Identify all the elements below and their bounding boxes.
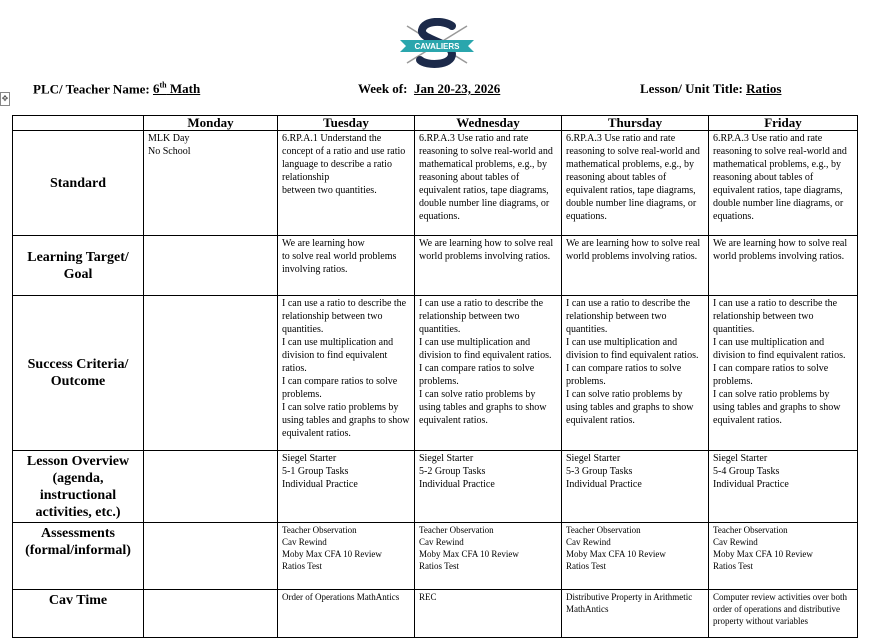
corner-cell bbox=[13, 116, 144, 131]
cell-wednesday[interactable]: Teacher Observation Cav Rewind Moby Max CFA 10 Review Ratios Test bbox=[415, 523, 562, 590]
cell-thursday[interactable]: 6.RP.A.3 Use ratio and rate reasoning to solve real-world and mathematical problems, e.g., by reasoning about tables of equivalent ratios, tape diagrams, double number line diagrams, or equations. bbox=[562, 131, 709, 236]
cell-monday[interactable] bbox=[144, 236, 278, 296]
row-label: Lesson Overview (agenda, instructional activities, etc.) bbox=[13, 451, 144, 523]
cell-thursday[interactable]: Teacher Observation Cav Rewind Moby Max CFA 10 Review Ratios Test bbox=[562, 523, 709, 590]
cell-tuesday[interactable]: I can use a ratio to describe the relationship between two quantities. I can use multiplication and division to find equivalent ratios. I can compare ratios to solve problems. I can solve ratio problems by using tables and graphs to show equivalent ratios. bbox=[278, 296, 415, 451]
cell-wednesday[interactable]: Siegel Starter 5-2 Group Tasks Individual Practice bbox=[415, 451, 562, 523]
cell-wednesday[interactable]: REC bbox=[415, 590, 562, 638]
day-header-tuesday: Tuesday bbox=[278, 116, 415, 131]
cell-tuesday[interactable]: Teacher Observation Cav Rewind Moby Max CFA 10 Review Ratios Test bbox=[278, 523, 415, 590]
cell-wednesday[interactable]: We are learning how to solve real world problems involving ratios. bbox=[415, 236, 562, 296]
unit-label: Lesson/ Unit Title: bbox=[640, 81, 743, 96]
cell-wednesday[interactable]: I can use a ratio to describe the relationship between two quantities. I can use multiplication and division to find equivalent ratios. I can compare ratios to solve problems. I can solve ratio problems by using tables and graphs to show equivalent ratios. bbox=[415, 296, 562, 451]
day-header-wednesday: Wednesday bbox=[415, 116, 562, 131]
week-of bbox=[358, 81, 500, 97]
table-row bbox=[13, 590, 858, 638]
cell-friday[interactable]: I can use a ratio to describe the relationship between two quantities. I can use multiplication and division to find equivalent ratios. I can compare ratios to solve problems. I can solve ratio problems by using tables and graphs to show equivalent ratios. bbox=[709, 296, 858, 451]
table-move-handle-icon[interactable]: ✥ bbox=[0, 92, 10, 106]
cell-friday[interactable]: 6.RP.A.3 Use ratio and rate reasoning to solve real-world and mathematical problems, e.g., by reasoning about tables of equivalent ratios, tape diagrams, double number line diagrams, or equations. bbox=[709, 131, 858, 236]
day-header-row bbox=[13, 116, 858, 131]
cell-monday[interactable] bbox=[144, 296, 278, 451]
cell-thursday[interactable]: I can use a ratio to describe the relationship between two quantities. I can use multiplication and division to find equivalent ratios. I can compare ratios to solve problems. I can solve ratio problems by using tables and graphs to show equivalent ratios. bbox=[562, 296, 709, 451]
cell-tuesday[interactable]: Order of Operations MathAntics bbox=[278, 590, 415, 638]
row-label: Learning Target/ Goal bbox=[13, 236, 144, 296]
week-value: Jan 20-23, 2026 bbox=[413, 81, 501, 96]
table-row bbox=[13, 236, 858, 296]
week-label: Week of: bbox=[358, 81, 408, 96]
day-header-friday: Friday bbox=[709, 116, 858, 131]
cell-friday[interactable]: Computer review activities over both order of operations and distributive property without variables bbox=[709, 590, 858, 638]
row-label: Assessments (formal/informal) bbox=[13, 523, 144, 590]
table-row bbox=[13, 296, 858, 451]
logo-banner-text: CAVALIERS bbox=[414, 42, 460, 51]
cell-monday[interactable] bbox=[144, 451, 278, 523]
cell-thursday[interactable]: Siegel Starter 5-3 Group Tasks Individual Practice bbox=[562, 451, 709, 523]
row-label: Standard bbox=[13, 131, 144, 236]
cell-tuesday[interactable]: 6.RP.A.1 Understand the concept of a ratio and use ratio language to describe a ratio relationship between two quantities. bbox=[278, 131, 415, 236]
teacher-label: PLC/ Teacher Name: bbox=[33, 81, 150, 97]
lesson-plan-table bbox=[12, 115, 858, 638]
day-header-thursday: Thursday bbox=[562, 116, 709, 131]
cell-tuesday[interactable]: We are learning how to solve real world problems involving ratios. bbox=[278, 236, 415, 296]
teacher-name bbox=[33, 81, 200, 97]
unit-value: Ratios bbox=[746, 81, 782, 96]
cell-thursday[interactable]: We are learning how to solve real world problems involving ratios. bbox=[562, 236, 709, 296]
day-header-monday: Monday bbox=[144, 116, 278, 131]
table-row bbox=[13, 523, 858, 590]
row-label: Cav Time bbox=[13, 590, 144, 638]
cavaliers-logo bbox=[392, 18, 482, 68]
row-label: Success Criteria/ Outcome bbox=[13, 296, 144, 451]
cell-thursday[interactable]: Distributive Property in Arithmetic MathAntics bbox=[562, 590, 709, 638]
teacher-value: 6th Math bbox=[153, 81, 201, 97]
table-row bbox=[13, 451, 858, 523]
cell-tuesday[interactable]: Siegel Starter 5-1 Group Tasks Individual Practice bbox=[278, 451, 415, 523]
cell-friday[interactable]: Teacher Observation Cav Rewind Moby Max CFA 10 Review Ratios Test bbox=[709, 523, 858, 590]
unit-title bbox=[640, 81, 781, 97]
cell-friday[interactable]: We are learning how to solve real world problems involving ratios. bbox=[709, 236, 858, 296]
cell-monday[interactable] bbox=[144, 590, 278, 638]
cell-friday[interactable]: Siegel Starter 5-4 Group Tasks Individual Practice bbox=[709, 451, 858, 523]
cell-monday[interactable]: MLK Day No School bbox=[144, 131, 278, 236]
cell-monday[interactable] bbox=[144, 523, 278, 590]
table-row bbox=[13, 131, 858, 236]
cell-wednesday[interactable]: 6.RP.A.3 Use ratio and rate reasoning to solve real-world and mathematical problems, e.g., by reasoning about tables of equivalent ratios, tape diagrams, double number line diagrams, or equations. bbox=[415, 131, 562, 236]
